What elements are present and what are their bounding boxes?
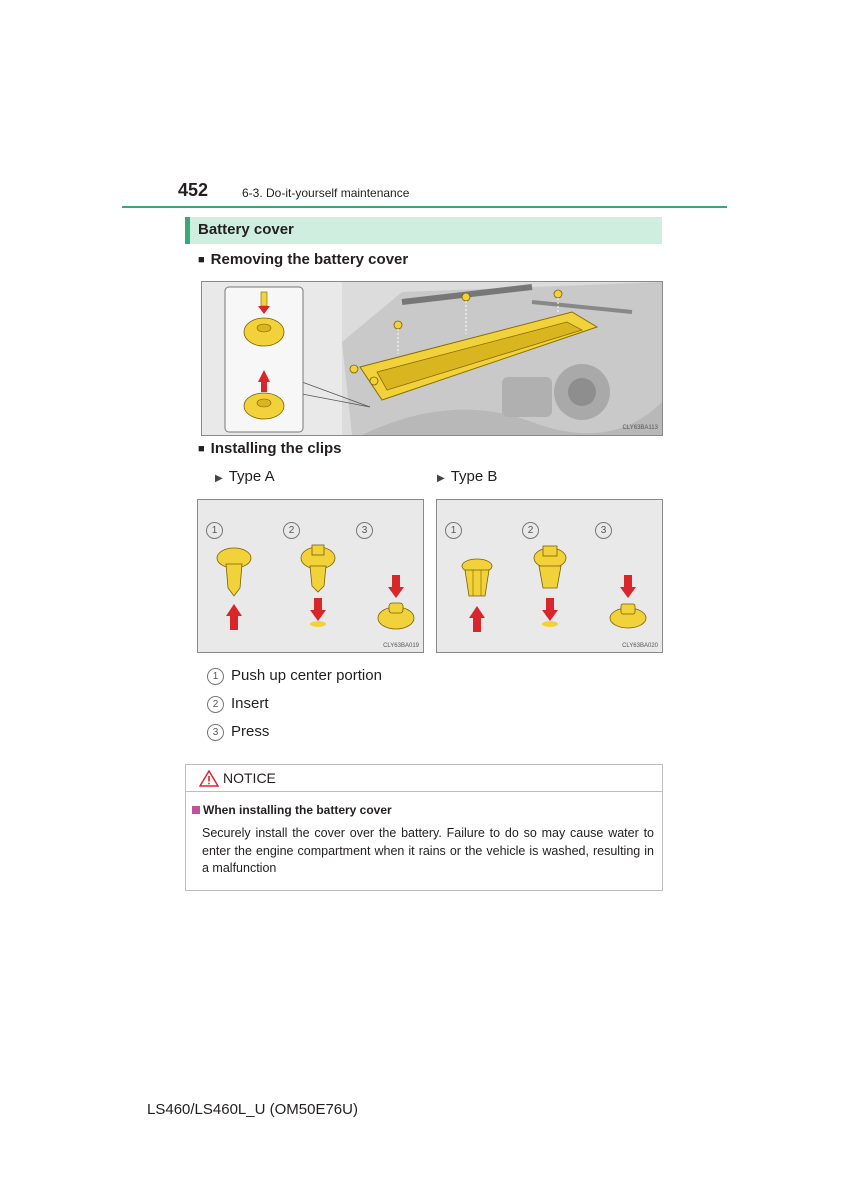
warning-triangle-icon: [199, 770, 219, 787]
legend-number: 3: [207, 724, 224, 741]
step-number-2: 2: [283, 522, 300, 539]
type-a-clip-illustration: [198, 500, 423, 652]
subheading-installing: ■ Installing the clips: [198, 440, 342, 457]
legend-number: 1: [207, 668, 224, 685]
figure-type-a: [197, 499, 424, 653]
legend-item: 2 Insert: [207, 695, 269, 713]
legend-item: 3 Press: [207, 723, 269, 741]
step-number-1: 1: [445, 522, 462, 539]
figure-removing-cover: [201, 281, 663, 436]
step-number-2: 2: [522, 522, 539, 539]
chapter-title: 6-3. Do-it-yourself maintenance: [242, 186, 410, 200]
figure-code: CLY63BA020: [622, 643, 658, 649]
square-bullet-icon: ■: [198, 254, 205, 266]
type-a-label: ▶ Type A: [215, 468, 275, 485]
subheading-removing: ■ Removing the battery cover: [198, 251, 409, 268]
square-bullet-icon: [192, 806, 200, 814]
triangle-bullet-icon: ▶: [215, 473, 223, 484]
section-header: [185, 217, 662, 244]
notice-subtitle: When installing the battery cover: [192, 803, 392, 817]
notice-header: [186, 765, 662, 792]
legend-item: 1 Push up center portion: [207, 667, 382, 685]
step-number-1: 1: [206, 522, 223, 539]
notice-box: [185, 764, 663, 891]
step-number-3: 3: [595, 522, 612, 539]
page-number: 452: [178, 180, 209, 200]
figure-code: CLY63BA019: [383, 643, 419, 649]
step-number-3: 3: [356, 522, 373, 539]
square-bullet-icon: ■: [198, 443, 205, 455]
section-title: Battery cover: [198, 221, 294, 238]
figure-type-b: [436, 499, 663, 653]
type-b-clip-illustration: [437, 500, 662, 652]
header-rule: [122, 206, 727, 208]
footer-model: LS460/LS460L_U (OM50E76U): [147, 1101, 358, 1118]
triangle-bullet-icon: ▶: [437, 473, 445, 484]
notice-body: Securely install the cover over the battery. Failure to do so may cause water to enter the engine compartment when it rains or the vehicle is washed, resulting in a malfunction: [202, 826, 654, 875]
notice-title: NOTICE: [223, 770, 276, 786]
engine-bay-illustration: [202, 282, 662, 435]
legend-number: 2: [207, 696, 224, 713]
figure-code: CLY63BA113: [622, 425, 658, 431]
type-b-label: ▶ Type B: [437, 468, 498, 485]
